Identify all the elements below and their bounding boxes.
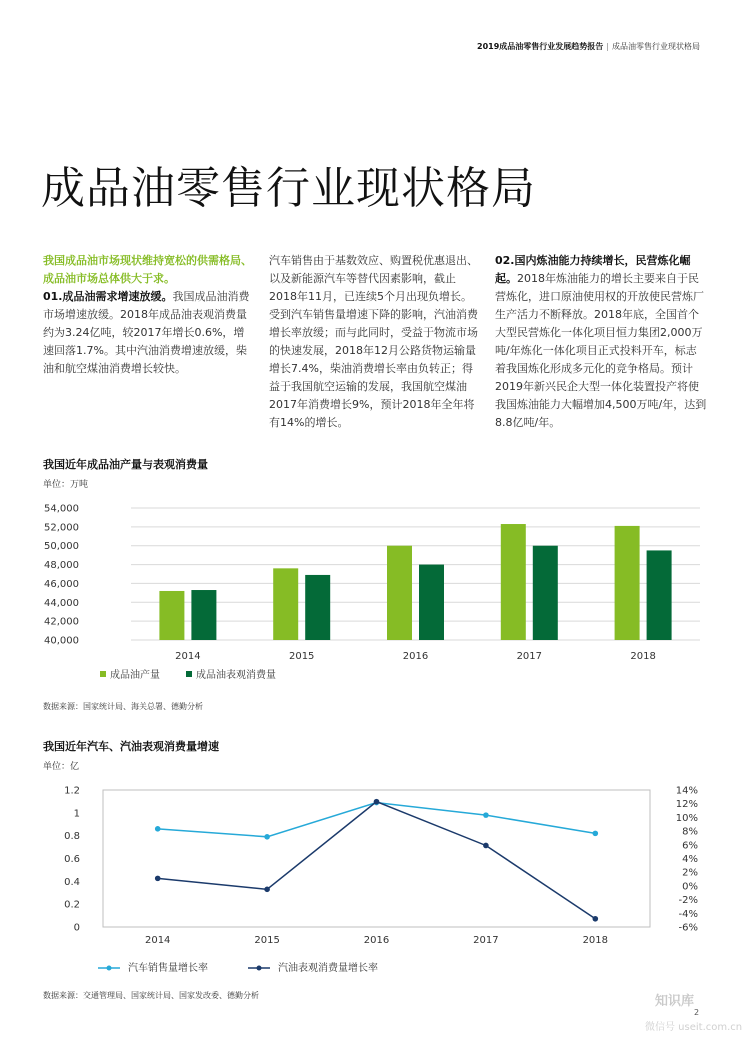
y-right-tick-label: 14% xyxy=(675,785,698,797)
x-tick-label: 2016 xyxy=(363,935,390,946)
x-tick-label: 2016 xyxy=(402,651,429,662)
y-left-tick-label: 0.8 xyxy=(64,831,80,843)
column2-body: 汽车销售由于基数效应、购置税优惠退出、以及新能源汽车等替代因素影响，截止2018年11月，已连续5个月出现负增长。受到汽车销售量增速下降的影响，汽油消费增长率放缓；而与此同时，受益于物流市场的快速发展，2018年12月公路货物运输量增长7.4%，柴油消费增长率由负转正；得益于我国航空运输的发展，我国航空煤油2017年消费增长9%，预计2018年全年将有14%的增长。 xyxy=(269,254,478,429)
chart1-unit: 单位：万吨 xyxy=(43,480,89,490)
plot-frame xyxy=(103,790,650,927)
column3-body: 2018年炼油能力的增长主要来自于民营炼化，进口原油使用权的开放使民营炼厂生产活力不断释放。2018年底，全国首个大型民营炼化一体化项目恒力集团2,000万吨/年炼化一体化项目正式投料开车，标志着我国炼化形成多元化的竞争格局。预计2019年新兴民企大型一体化装置投产将使我国炼油能力大幅增加4,500万吨/年，达到8.8亿吨/年。 xyxy=(495,272,707,429)
legend-marker xyxy=(257,966,262,971)
y-left-tick-label: 0.2 xyxy=(64,899,80,911)
y-right-tick-label: 6% xyxy=(682,840,698,852)
y-tick-label: 46,000 xyxy=(44,578,79,590)
chart1-title: 我国近年成品油产量与表观消费量 xyxy=(43,458,208,471)
chart2-unit: 单位：亿 xyxy=(43,762,80,772)
x-tick-label: 2015 xyxy=(254,935,280,946)
x-tick-label: 2018 xyxy=(630,651,656,662)
y-left-tick-label: 1.2 xyxy=(64,785,80,797)
bar-output-2014 xyxy=(159,591,184,640)
x-tick-label: 2017 xyxy=(473,935,499,946)
legend-swatch xyxy=(100,671,106,677)
y-right-tick-label: 10% xyxy=(675,812,698,824)
legend-label: 成品油表观消费量 xyxy=(196,670,276,681)
column1-body: 我国成品油消费市场增速放缓。2018年成品油表观消费量约为3.24亿吨，较2017年增长0.6%，增速回落1.7%。其中汽油消费增速放缓，柴油和航空煤油消费增长较快。 xyxy=(43,290,250,375)
text-column-3 xyxy=(495,252,707,432)
y-right-tick-label: -4% xyxy=(678,908,698,920)
bar-chart-oil-output-consumption xyxy=(0,492,744,702)
chart2-title: 我国近年汽车、汽油表观消费量增速 xyxy=(43,740,219,753)
data-point-car-sales-2015 xyxy=(264,834,270,840)
y-left-tick-label: 0 xyxy=(73,922,80,934)
watermark-wechat: 微信号 useit.com.cn xyxy=(645,1022,743,1033)
column1-subheading: 01.成品油需求增速放缓。 xyxy=(43,290,173,303)
header-section-title: 成品油零售行业现状格局 xyxy=(612,42,700,51)
bar-consumption-2014 xyxy=(191,590,216,640)
x-tick-label: 2017 xyxy=(516,651,543,662)
legend-label: 汽车销售量增长率 xyxy=(128,963,208,974)
y-tick-label: 40,000 xyxy=(44,635,79,647)
text-column-1 xyxy=(43,252,255,378)
legend-label: 成品油产量 xyxy=(110,670,160,681)
data-point-gasoline-2014 xyxy=(155,876,161,882)
page-header xyxy=(477,41,700,52)
y-right-tick-label: 0% xyxy=(682,881,698,893)
bar-output-2016 xyxy=(387,546,412,640)
data-point-gasoline-2017 xyxy=(483,843,489,849)
chart2-source: 数据来源：交通管理局、国家统计局、国家发改委、德勤分析 xyxy=(43,991,259,1000)
legend-label: 汽油表观消费量增长率 xyxy=(278,963,378,974)
column1-headline: 我国成品油市场现状维持宽松的供需格局、成品油市场总体供大于求。 xyxy=(43,254,252,285)
header-report-title: 2019成品油零售行业发展趋势报告 xyxy=(477,42,604,51)
x-tick-label: 2014 xyxy=(144,935,171,946)
y-tick-label: 54,000 xyxy=(44,503,79,515)
y-left-tick-label: 1 xyxy=(73,808,80,820)
y-tick-label: 48,000 xyxy=(44,560,79,572)
x-tick-label: 2015 xyxy=(288,651,315,662)
legend-swatch xyxy=(186,671,192,677)
data-point-gasoline-2015 xyxy=(264,887,270,893)
series-line-car-sales xyxy=(158,803,596,837)
data-point-car-sales-2018 xyxy=(593,831,599,837)
bar-consumption-2016 xyxy=(419,565,444,640)
bar-output-2018 xyxy=(615,526,640,640)
chart1-source: 数据来源：国家统计局、海关总署、德勤分析 xyxy=(43,702,203,711)
y-tick-label: 42,000 xyxy=(44,616,79,628)
y-right-tick-label: 2% xyxy=(682,867,698,879)
legend-marker xyxy=(107,966,112,971)
x-tick-label: 2014 xyxy=(175,651,201,662)
y-right-tick-label: 8% xyxy=(682,826,698,838)
data-point-gasoline-2016 xyxy=(374,799,380,805)
column3-subheading: 02.国内炼油能力持续增长，民营炼化崛起。 xyxy=(495,254,691,285)
bar-output-2015 xyxy=(273,568,298,640)
bar-output-2017 xyxy=(501,524,526,640)
data-point-car-sales-2017 xyxy=(483,812,489,818)
y-left-tick-label: 0.4 xyxy=(64,876,80,888)
data-point-car-sales-2014 xyxy=(155,826,161,832)
x-tick-label: 2018 xyxy=(582,935,609,946)
page-title: 成品油零售行业现状格局 xyxy=(41,163,536,214)
y-right-tick-label: -2% xyxy=(678,895,698,907)
y-right-tick-label: 4% xyxy=(682,854,698,865)
text-column-2 xyxy=(269,252,481,432)
y-left-tick-label: 0.6 xyxy=(64,854,80,865)
data-point-gasoline-2018 xyxy=(593,916,599,922)
y-right-tick-label: 12% xyxy=(675,799,698,811)
y-tick-label: 50,000 xyxy=(44,541,79,553)
line-chart-growth-rates xyxy=(0,778,744,978)
header-separator: | xyxy=(606,42,609,51)
y-tick-label: 52,000 xyxy=(44,522,79,534)
bar-consumption-2017 xyxy=(533,546,558,640)
y-right-tick-label: -6% xyxy=(678,922,698,934)
watermark-brand: 知识库 xyxy=(655,994,695,1009)
series-line-gasoline xyxy=(158,802,596,919)
bar-consumption-2018 xyxy=(647,550,672,640)
y-tick-label: 44,000 xyxy=(44,597,79,609)
bar-consumption-2015 xyxy=(305,575,330,640)
page-number: 2 xyxy=(694,1008,700,1017)
